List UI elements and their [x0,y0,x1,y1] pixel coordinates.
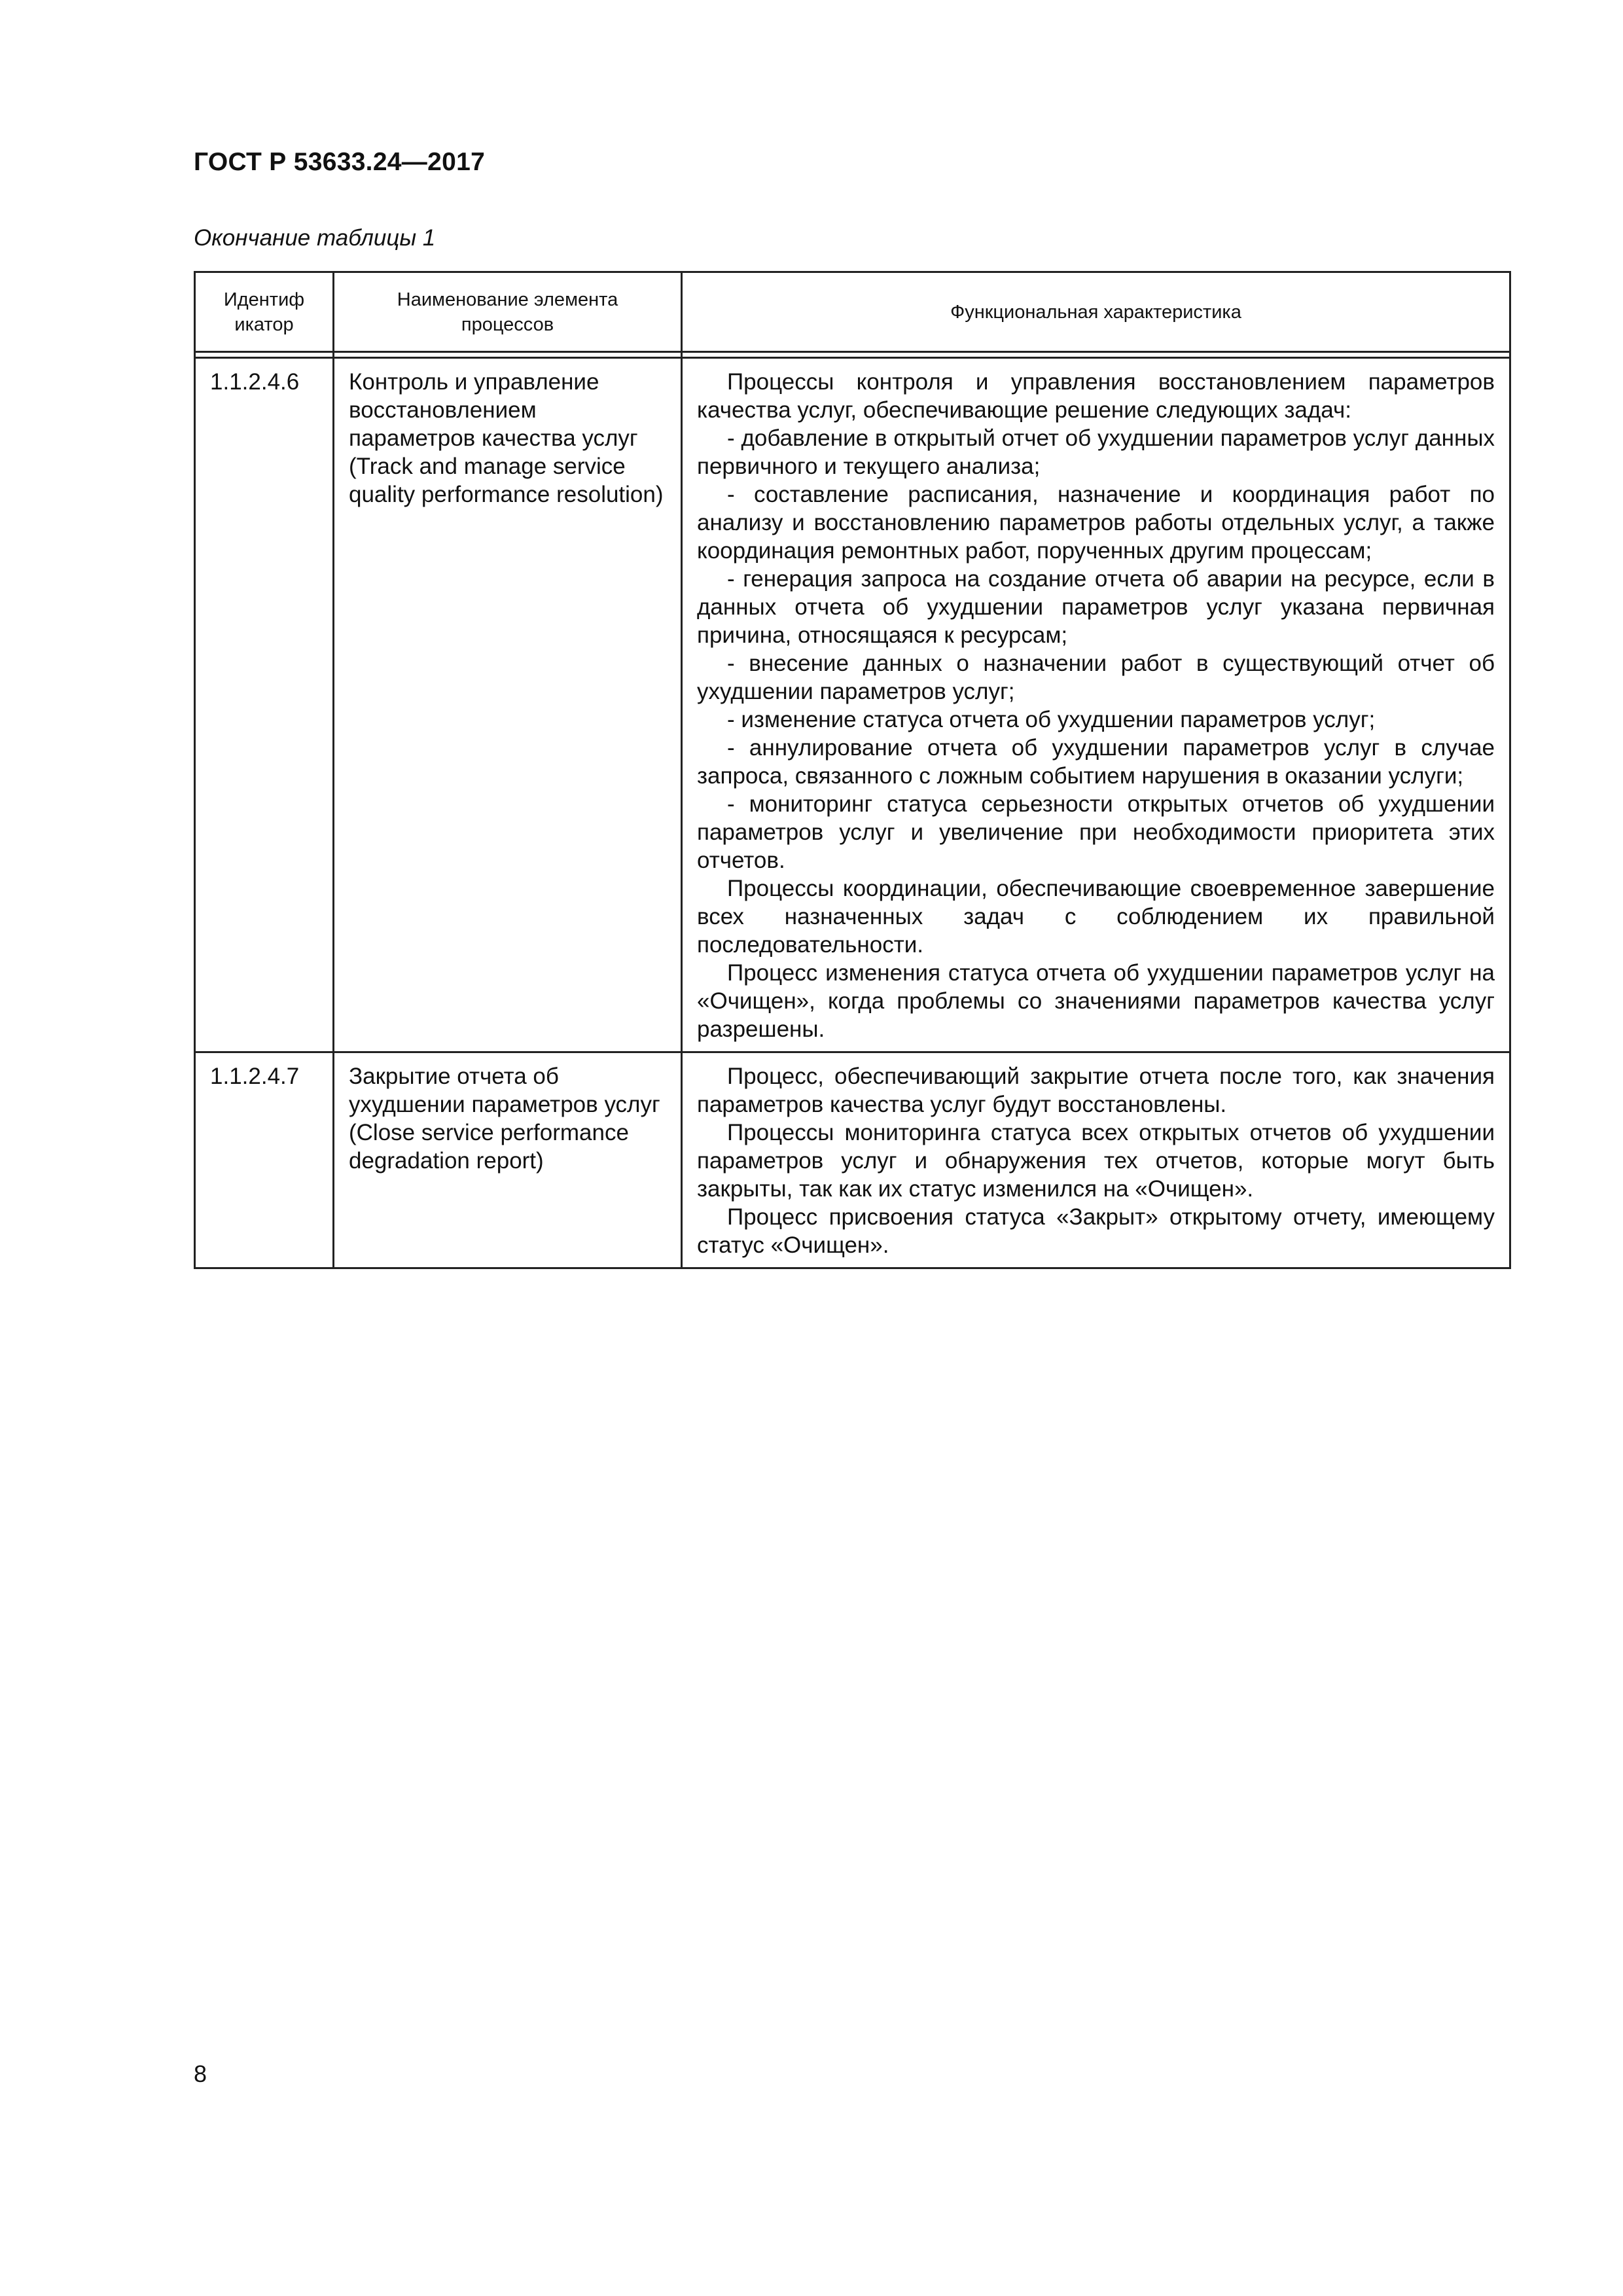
desc-paragraph: - внесение данных о назначении работ в существующий отчет об ухудшении параметров услуг; [697,651,1495,704]
row-id: 1.1.2.4.7 [195,1052,334,1268]
row-name-text: Закрытие отчета об ухудшении параметров услуг (Close service performance degradation report) [349,1064,660,1174]
desc-paragraph: - составление расписания, назначение и координация работ по анализу и восстановлению параметров работы отдельных услуг, а также координация ремонтных работ, порученных другим процессам; [697,482,1495,564]
table-row [195,358,1510,1052]
desc-paragraph: Процесс присвоения статуса «Закрыт» открытому отчету, имеющему статус «Очищен». [697,1204,1495,1258]
desc-paragraph: Процессы контроля и управления восстановлением параметров качества услуг, обеспечивающие решение следующих задач: [697,369,1495,423]
desc-paragraph: - аннулирование отчета об ухудшении параметров услуг в случае запроса, связанного с ложным событием нарушения в оказании услуги; [697,735,1495,789]
col-header-id: Идентификатор [195,272,334,352]
desc-paragraph: - мониторинг статуса серьезности открытых отчетов об ухудшении параметров услуг и увеличение при необходимости приоритета этих отчетов. [697,791,1495,873]
col-header-name: Наименование элемента процессов [334,272,682,352]
desc-paragraph: Процесс, обеспечивающий закрытие отчета после того, как значения параметров качества услуг будут восстановлены. [697,1064,1495,1117]
row-description [682,1052,1510,1268]
document-header: ГОСТ Р 53633.24—2017 [194,148,486,176]
desc-paragraph: Процессы мониторинга статуса всех открытых отчетов об ухудшении параметров услуг и обнаружения тех отчетов, которые могут быть закрыты, так как их статус изменился на «Очищен». [697,1120,1495,1202]
page-number: 8 [194,2060,207,2087]
desc-paragraph: - генерация запроса на создание отчета об аварии на ресурсе, если в данных отчета об ухудшении параметров услуг указана первичная причина, относящаяся к ресурсам; [697,566,1495,648]
process-table [194,271,1511,1269]
row-id: 1.1.2.4.6 [195,358,334,1052]
row-name-text: Контроль и управление восстановлением параметров качества услуг (Track and manage service quality performance resolution) [349,369,664,507]
table-caption: Окончание таблицы 1 [194,225,436,251]
row-name [334,358,682,1052]
table-row [195,1052,1510,1268]
desc-paragraph: Процессы координации, обеспечивающие своевременное завершение всех назначенных задач с соблюдением их правильной последовательности. [697,876,1495,958]
desc-paragraph: Процесс изменения статуса отчета об ухудшении параметров услуг на «Очищен», когда проблемы со значениями параметров качества услуг разрешены. [697,960,1495,1042]
desc-paragraph: - добавление в открытый отчет об ухудшении параметров услуг данных первичного и текущего анализа; [697,425,1495,479]
desc-paragraph: - изменение статуса отчета об ухудшении параметров услуг; [727,707,1376,732]
row-name [334,1052,682,1268]
col-header-desc: Функциональная характеристика [682,272,1510,352]
table-header-row [195,272,1510,352]
row-description [682,358,1510,1052]
